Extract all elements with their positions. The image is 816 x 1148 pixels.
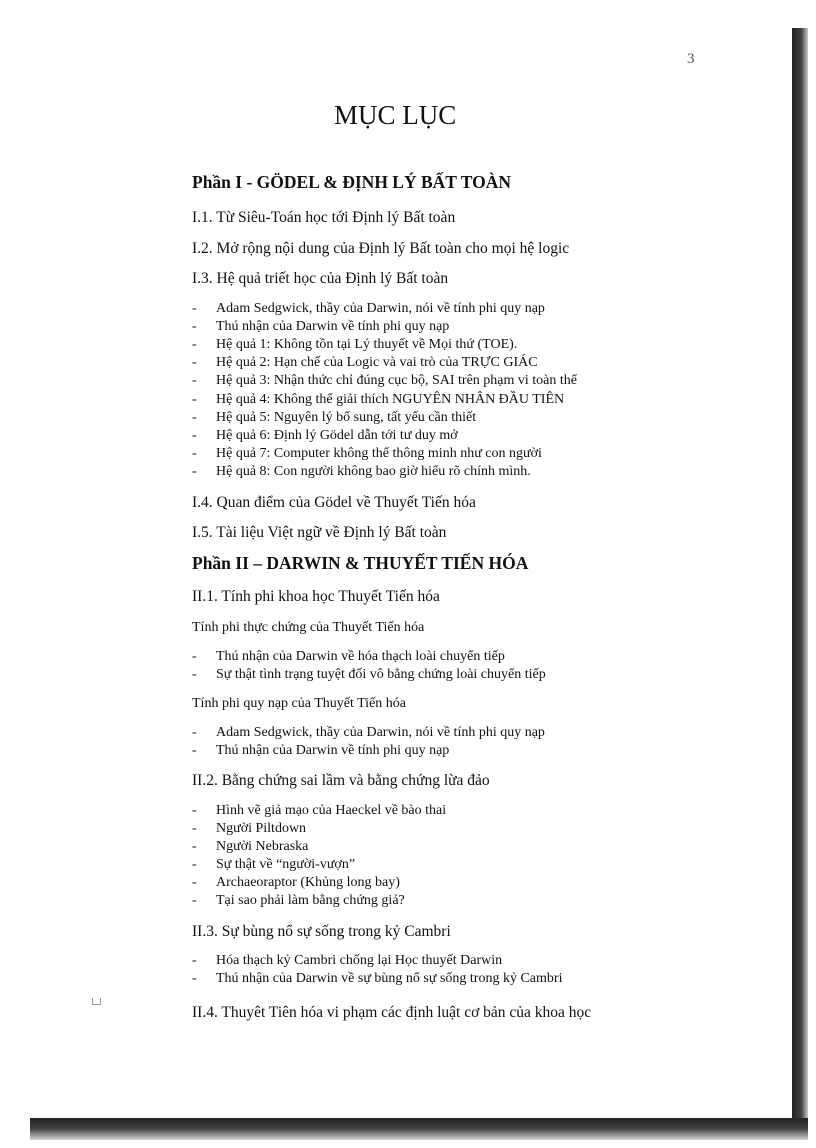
list-item-text: Tại sao phải làm bằng chứng giả?: [216, 893, 405, 908]
toc-list-item[interactable]: [192, 429, 458, 443]
list-dash: -: [192, 373, 197, 389]
list-dash: -: [192, 409, 197, 425]
list-item-text: Hệ quả 6: Định lý Gödel dẫn tới tư duy mở: [216, 427, 458, 443]
list-item-text: Sự thật về “người-vượn”: [216, 857, 356, 872]
list-item-text: Sự thật tình trạng tuyệt đối vô bằng chứng loài chuyển tiếp: [216, 667, 546, 682]
list-dash: -: [192, 953, 197, 968]
toc-list-item[interactable]: [192, 447, 542, 461]
list-item-text: Hình vẽ giả mạo của Haeckel về bào thai: [216, 803, 447, 818]
toc-list-item[interactable]: [192, 972, 562, 986]
list-dash: -: [192, 355, 197, 371]
toc-subentry-ii1a[interactable]: Tính phi thực chứng của Thuyết Tiến hóa: [192, 620, 425, 635]
list-item-text: Hệ quả 4: Không thể giải thích NGUYÊN NHÂN ĐẦU TIÊN: [216, 391, 565, 407]
page-shadow-bottom: [30, 1118, 808, 1140]
list-dash: -: [192, 667, 197, 682]
list-dash: -: [192, 875, 197, 890]
list-dash: -: [192, 391, 197, 407]
toc-entry-ii1[interactable]: II.1. Tính phi khoa học Thuyết Tiến hóa: [192, 588, 440, 605]
toc-list-item[interactable]: [192, 858, 355, 872]
toc-list-item[interactable]: [192, 393, 564, 407]
toc-list-item[interactable]: [192, 650, 505, 664]
part1-heading: Phần I - GÖDEL & ĐỊNH LÝ BẤT TOÀN: [192, 172, 511, 192]
list-dash: -: [192, 893, 197, 908]
list-dash: -: [192, 445, 197, 461]
toc-list-item[interactable]: [192, 374, 577, 388]
paragraph-mark-icon: [92, 998, 101, 1005]
toc-list-item[interactable]: [192, 876, 400, 890]
toc-entry-i1[interactable]: I.1. Từ Siêu-Toán học tới Định lý Bất toàn: [192, 209, 456, 226]
list-dash: -: [192, 649, 197, 664]
list-item-text: Hệ quả 1: Không tồn tại Lý thuyết về Mọi thứ (TOE).: [216, 337, 518, 353]
toc-entry-i5[interactable]: I.5. Tài liệu Việt ngữ về Định lý Bất toàn: [192, 524, 447, 541]
toc-list-item[interactable]: [192, 804, 446, 818]
list-dash: -: [192, 743, 197, 758]
list-item-text: Hệ quả 8: Con người không bao giờ hiểu rõ chính mình.: [216, 463, 531, 479]
toc-list-item[interactable]: [192, 894, 405, 908]
list-item-text: Adam Sedgwick, thầy của Darwin, nói về tính phi quy nạp: [216, 301, 545, 316]
toc-list-item[interactable]: [192, 954, 502, 968]
list-item-text: Thú nhận của Darwin về sự bùng nổ sự sống trong kỷ Cambri: [216, 971, 563, 986]
list-item-text: Archaeoraptor (Khủng long bay): [216, 875, 400, 890]
page-shadow-right: [792, 28, 808, 1128]
toc-list-item[interactable]: [192, 411, 476, 425]
toc-list-item[interactable]: [192, 320, 449, 334]
list-dash: -: [192, 337, 197, 353]
list-dash: -: [192, 839, 197, 854]
toc-list-item[interactable]: [192, 356, 538, 370]
list-item-text: Hệ quả 7: Computer không thể thông minh như con người: [216, 445, 542, 461]
toc-entry-ii3[interactable]: II.3. Sự bùng nổ sự sống trong kỷ Cambri: [192, 923, 451, 940]
list-dash: -: [192, 857, 197, 872]
page-title: MỤC LỤC: [334, 100, 457, 130]
list-item-text: Hệ quả 2: Hạn chế của Logic và vai trò của TRỰC GIÁC: [216, 355, 538, 371]
list-item-text: Người Piltdown: [216, 821, 307, 836]
list-item-text: Hệ quả 3: Nhận thức chỉ đúng cục bộ, SAI trên phạm vi toàn thể: [216, 373, 577, 389]
list-item-text: Thú nhận của Darwin về tính phi quy nạp: [216, 319, 450, 335]
list-item-text: Người Nebraska: [216, 839, 309, 854]
toc-list-item[interactable]: [192, 668, 546, 682]
toc-list-item[interactable]: [192, 338, 517, 352]
list-dash: -: [192, 463, 197, 479]
toc-entry-i3[interactable]: I.3. Hệ quả triết học của Định lý Bất toàn: [192, 270, 449, 287]
part2-heading: Phần II – DARWIN & THUYẾT TIẾN HÓA: [192, 553, 529, 573]
list-item-text: Adam Sedgwick, thầy của Darwin, nói về tính phi quy nạp: [216, 725, 545, 740]
list-item-text: Hệ quả 5: Nguyên lý bổ sung, tất yếu cần thiết: [216, 409, 477, 425]
list-dash: -: [192, 427, 197, 443]
toc-entry-i2[interactable]: I.2. Mở rộng nội dung của Định lý Bất toàn cho mọi hệ logic: [192, 240, 570, 257]
page-number: 3: [687, 51, 695, 67]
toc-list-item[interactable]: [192, 726, 545, 740]
list-item-text: Thú nhận của Darwin về tính phi quy nạp: [216, 743, 450, 758]
list-dash: -: [192, 301, 197, 316]
list-dash: -: [192, 319, 197, 335]
toc-entry-ii4[interactable]: II.4. Thuyêt Tiên hóa vi phạm các định luật cơ bản của khoa học: [192, 1004, 592, 1021]
list-dash: -: [192, 803, 197, 818]
toc-subentry-ii1b[interactable]: Tính phi quy nạp của Thuyết Tiến hóa: [192, 696, 406, 711]
toc-list-item[interactable]: [192, 840, 308, 854]
list-dash: -: [192, 725, 197, 740]
list-item-text: Hóa thạch kỷ Cambri chống lại Học thuyết Darwin: [216, 953, 503, 968]
list-dash: -: [192, 971, 197, 986]
list-item-text: Thú nhận của Darwin về hóa thạch loài chuyển tiếp: [216, 649, 505, 664]
toc-list-item[interactable]: [192, 465, 531, 479]
toc-list-item[interactable]: [192, 822, 306, 836]
toc-entry-ii2[interactable]: II.2. Bằng chứng sai lầm và bằng chứng lừa đảo: [192, 772, 490, 789]
toc-list-item[interactable]: [192, 744, 449, 758]
toc-list-item[interactable]: [192, 302, 545, 316]
list-dash: -: [192, 821, 197, 836]
toc-entry-i4[interactable]: I.4. Quan điểm của Gödel về Thuyết Tiến hóa: [192, 494, 476, 511]
